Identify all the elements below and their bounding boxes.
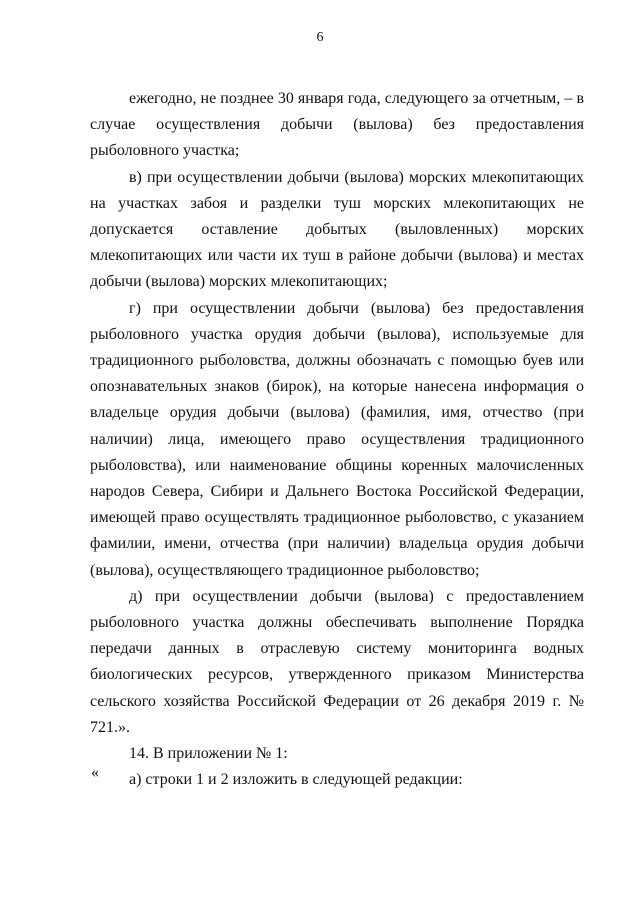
paragraph-item-v: в) при осуществлении добычи (вылова) морских млекопитающих на участках забоя и разделки туш морских млекопитающих не допускается оставление добытых (выловленных) морских млекопитающих или части их туш в районе добычи (вылова) и местах добычи (вылова) морских млекопитающих; [90,168,584,291]
document-body [90,86,584,793]
paragraph-reporting-deadline: ежегодно, не позднее 30 января года, следующего за отчетным, – в случае осуществления добычи (вылова) без предоставления рыболовного участка; [90,90,584,160]
paragraph-item-g: г) при осуществлении добычи (вылова) без предоставления рыболовного участка орудия добычи (вылова), используемые для традиционного рыболовства, должны обозначать с помощью буев или опознавательных знаков (бирок), на которые нанесена информация о владельце орудия добычи (вылова) (фамилия, имя, отчество (при наличии) лица, имеющего право осуществления традиционного рыболовства), или наименование общины коренных малочисленных народов Севера, Сибири и Дальнего Востока Российской Федерации, имеющей право осуществлять традиционное рыболовство, с указанием фамилии, имени, отчества (при наличии) владельца орудия добычи (вылова), осуществляющего традиционное рыболовство; [90,299,584,579]
opening-quote-mark: « [91,764,99,781]
paragraph-item-a: а) строки 1 и 2 изложить в следующей редакции: [129,771,463,789]
paragraph-item-d: д) при осуществлении добычи (вылова) с предоставлением рыболовного участка должны обеспечивать выполнение Порядка передачи данных в отраслевую систему мониторинга водных биологических ресурсов, утвержденного приказом Министерства сельского хозяйства Российской Федерации от 26 декабря 2019 г. № 721.». [90,587,584,736]
paragraph-section-14: 14. В приложении № 1: [129,745,288,763]
page-number: 6 [316,30,324,45]
